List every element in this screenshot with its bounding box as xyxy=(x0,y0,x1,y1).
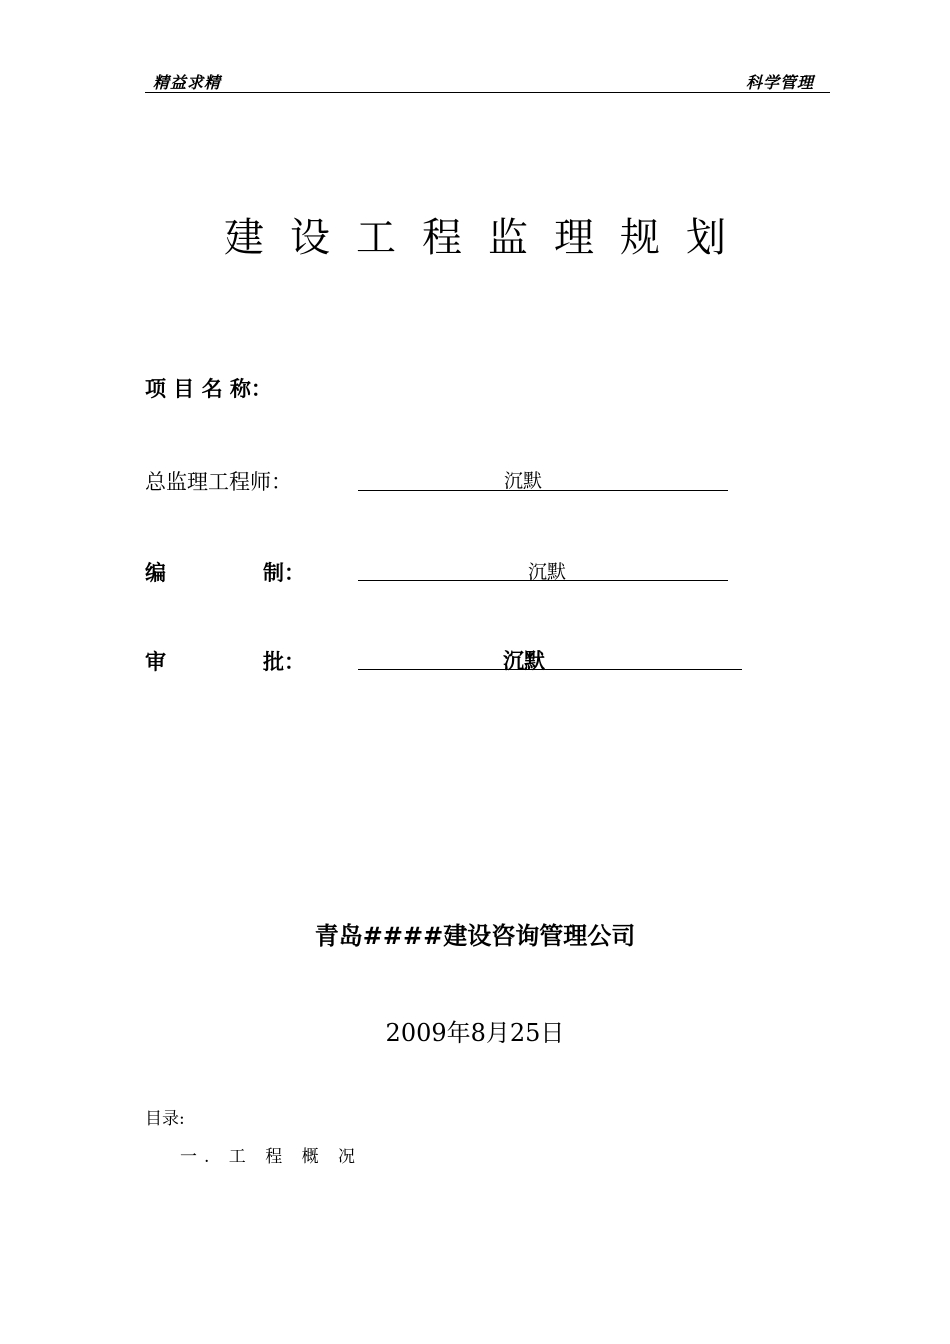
toc-title: 目录: xyxy=(145,1109,185,1129)
project-name-label: 项 目 名 称： xyxy=(145,377,272,401)
compiled-by-label-end: 制： xyxy=(263,561,305,585)
compiled-by-label-start: 编 xyxy=(145,561,166,585)
approved-by-label-end: 批： xyxy=(263,650,305,674)
approved-by-value: 沉默 xyxy=(503,649,545,673)
page-header xyxy=(145,66,830,93)
toc-item[interactable]: 一. 工 程 概 况 xyxy=(180,1147,363,1167)
company-name: 青岛####建设咨询管理公司 xyxy=(314,922,636,950)
chief-engineer-value: 沉默 xyxy=(504,470,543,492)
approved-by-underline xyxy=(358,645,742,670)
header-motto-left: 精益求精 xyxy=(153,73,222,92)
header-motto-right: 科学管理 xyxy=(745,73,814,92)
chief-engineer-label: 总监理工程师： xyxy=(145,470,292,494)
compiled-by-value: 沉默 xyxy=(528,561,567,583)
approved-by-label-start: 审 xyxy=(145,650,166,674)
document-date: 2009年8月25日 xyxy=(385,1019,565,1047)
chief-engineer-underline xyxy=(358,466,728,491)
document-title: 建设工程监理规划 xyxy=(224,215,752,261)
